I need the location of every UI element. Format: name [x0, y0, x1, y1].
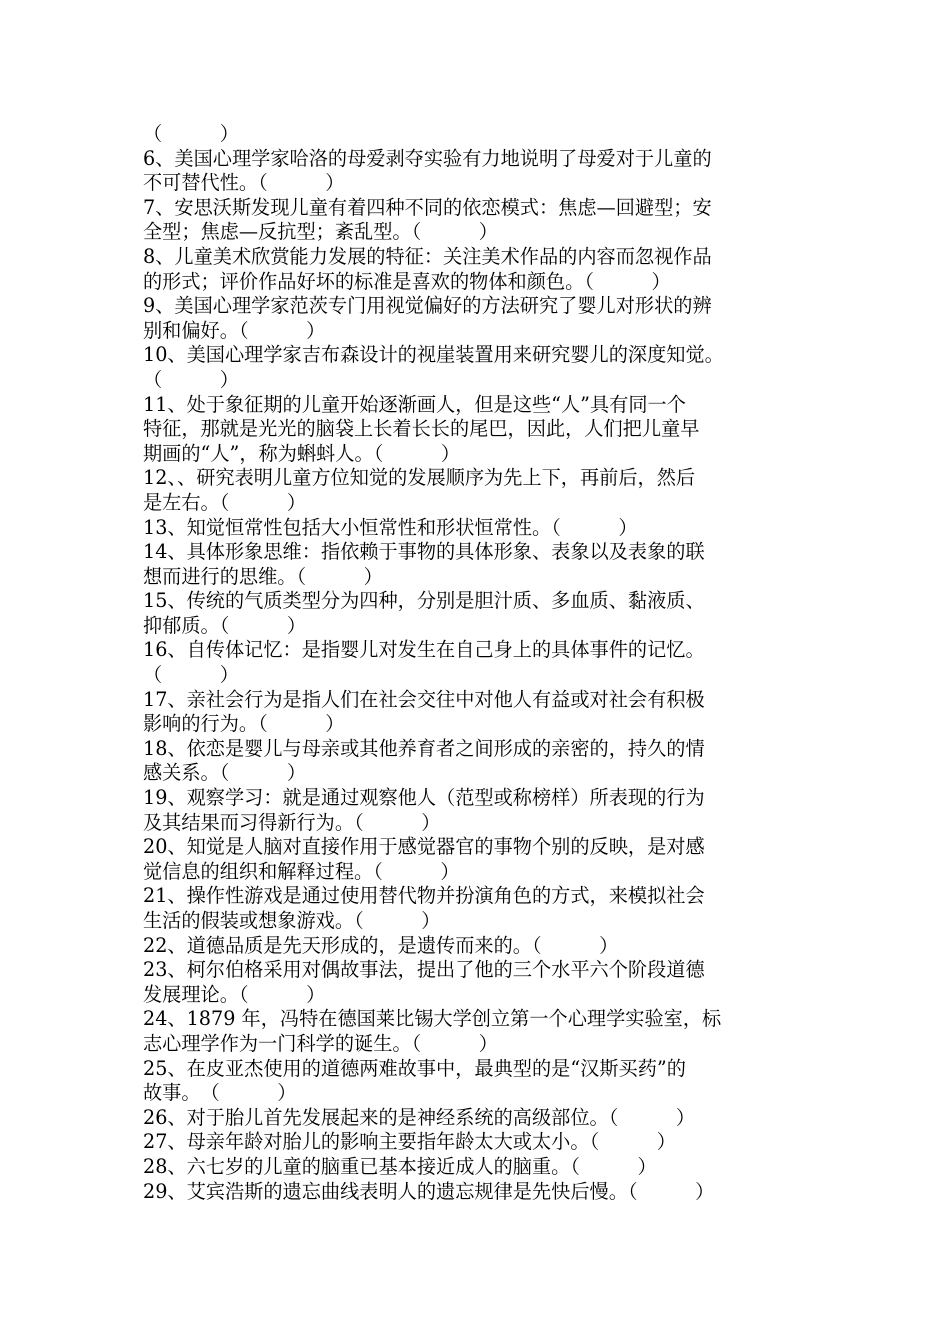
text-line: 是左右。（ ）	[143, 490, 307, 514]
text-line: 8、儿童美术欣赏能力发展的特征：关注美术作品的内容而忽视作品	[143, 244, 712, 268]
text-line: 期画的“人”，称为蝌蚪人。（ ）	[143, 441, 461, 465]
text-line: （ ）	[143, 367, 239, 391]
text-line: （ ）	[143, 663, 239, 687]
text-line: 20、知觉是人脑对直接作用于感觉器官的事物个别的反映，是对感	[143, 835, 705, 859]
text-line: 的形式；评价作品好坏的标准是喜欢的物体和颜色。（ ）	[143, 269, 671, 293]
text-line: 26、对于胎儿首先发展起来的是神经系统的高级部位。（ ）	[143, 1105, 696, 1129]
text-line: （ ）	[143, 122, 239, 145]
text-line: 及其结果而习得新行为。（ ）	[143, 810, 441, 834]
text-line: 16、自传体记忆：是指婴儿对发生在自己身上的具体事件的记忆。	[143, 638, 705, 662]
text-line: 感关系。（ ）	[143, 761, 307, 785]
text-line: 6、美国心理学家哈洛的母爱剥夺实验有力地说明了母爱对于儿童的	[143, 146, 712, 170]
text-line: 28、六七岁的儿童的脑重已基本接近成人的脑重。（ ）	[143, 1154, 657, 1178]
text-line: 15、传统的气质类型分为四种，分别是胆汁质、多血质、黏液质、	[143, 589, 705, 613]
text-line: 发展理论。（ ）	[143, 982, 326, 1006]
text-line: 9、美国心理学家范茨专门用视觉偏好的方法研究了婴儿对形状的辨	[143, 294, 712, 318]
text-line: 27、母亲年龄对胎儿的影响主要指年龄太大或太小。（ ）	[143, 1130, 676, 1154]
text-line: 7、安思沃斯发现儿童有着四种不同的依恋模式：焦虑—回避型；安	[143, 195, 712, 219]
text-line: 11、处于象征期的儿童开始逐渐画人，但是这些“人”具有同一个	[143, 392, 686, 416]
text-line: 觉信息的组织和解释过程。（ ）	[143, 859, 460, 883]
text-line: 全型；焦虑—反抗型；紊乱型。（ ）	[143, 220, 498, 244]
text-line: 18、依恋是婴儿与母亲或其他养育者之间形成的亲密的，持久的情	[143, 736, 705, 760]
text-line: 特征，那就是光光的脑袋上长着长长的尾巴，因此，人们把儿童早	[143, 417, 700, 441]
text-line: 影响的行为。（ ）	[143, 712, 345, 736]
text-line: 24、1879 年，冯特在德国莱比锡大学创立第一个心理学实验室，标	[143, 1007, 722, 1031]
text-line: 23、柯尔伯格采用对偶故事法，提出了他的三个水平六个阶段道德	[143, 958, 705, 982]
text-line: 志心理学作为一门科学的诞生。（ ）	[143, 1031, 498, 1055]
text-line: 抑郁质。（ ）	[143, 613, 307, 637]
text-line: 29、艾宾浩斯的遗忘曲线表明人的遗忘规律是先快后慢。（ ）	[143, 1179, 715, 1203]
text-line: 22、道德品质是先天形成的，是遗传而来的。（ ）	[143, 933, 619, 957]
text-line: 生活的假装或想象游戏。（ ）	[143, 909, 441, 932]
text-line: 故事。 （ ）	[143, 1081, 297, 1105]
text-line: 17、亲社会行为是指人们在社会交往中对他人有益或对社会有积极	[143, 687, 705, 711]
text-line: 12、、研究表明儿童方位知觉的发展顺序为先上下，再前后，然后	[143, 466, 696, 490]
text-line: 14、具体形象思维：指依赖于事物的具体形象、表象以及表象的联	[143, 540, 705, 564]
text-line: 21、操作性游戏是通过使用替代物并扮演角色的方式，来模拟社会	[143, 884, 705, 908]
document-page	[143, 122, 823, 1204]
text-line: 19、观察学习：就是通过观察他人（范型或称榜样）所表现的行为	[143, 786, 705, 810]
text-line: 13、知觉恒常性包括大小恒常性和形状恒常性。（ ）	[143, 515, 638, 539]
text-line: 25、在皮亚杰使用的道德两难故事中，最典型的是“汉斯买药”的	[143, 1056, 686, 1080]
text-line: 想而进行的思维。（ ）	[143, 564, 383, 588]
text-line: 不可替代性。（ ）	[143, 171, 345, 195]
text-line: 10、美国心理学家吉布森设计的视崖装置用来研究婴儿的深度知觉。	[143, 343, 724, 367]
text-line: 别和偏好。（ ）	[143, 318, 326, 342]
